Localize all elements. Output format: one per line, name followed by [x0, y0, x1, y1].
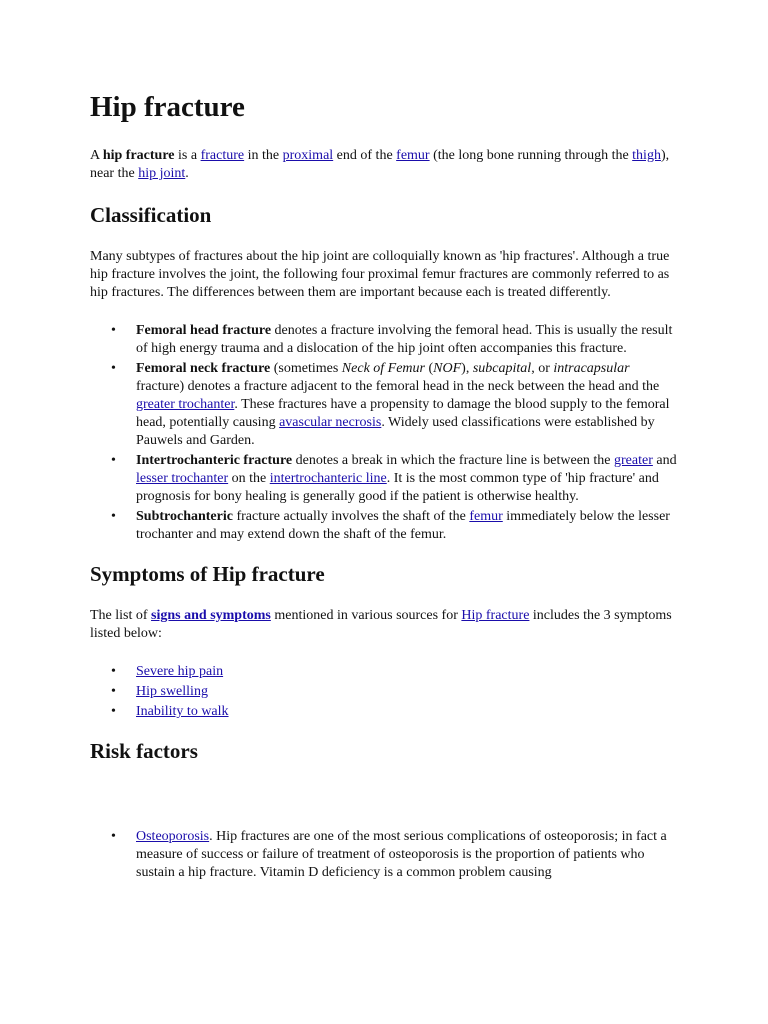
link-signs-and-symptoms[interactable]	[151, 608, 271, 623]
link-inability-to-walk[interactable]: Inability to walk	[136, 704, 229, 720]
intro-text: is a	[174, 147, 201, 163]
article-content	[90, 90, 680, 900]
intro-text: .	[185, 165, 189, 181]
link-hip-fracture[interactable]: Hip fracture	[461, 608, 530, 624]
list-item-femoral-head	[136, 322, 680, 358]
item-text: denotes a break in which the fracture line is between the	[292, 452, 615, 468]
list-item-subtrochanteric	[136, 508, 680, 544]
link-proximal[interactable]: proximal	[282, 147, 334, 163]
intro-text: in the	[244, 147, 283, 163]
classification-heading: Classification	[90, 202, 212, 227]
item-text: on the	[228, 470, 270, 486]
spacer	[90, 784, 680, 828]
link-hip-joint[interactable]: hip joint	[138, 165, 186, 181]
symptoms-text: includes the 3 symptoms listed below:	[90, 608, 672, 642]
item-italic: Neck of Femur	[341, 360, 425, 376]
link-fracture[interactable]: fracture	[200, 147, 245, 163]
intro-paragraph	[90, 147, 680, 183]
link-severe-hip-pain[interactable]: Severe hip pain	[136, 664, 224, 680]
item-text: , or	[531, 360, 554, 376]
item-text: fracture) denotes a fracture adjacent to the femoral head in the neck between the head and the	[136, 378, 660, 394]
item-text: (sometimes	[270, 360, 342, 376]
item-text: (	[425, 360, 434, 376]
page-title: Hip fracture	[90, 91, 245, 123]
term-intertrochanteric: Intertrochanteric fracture	[136, 452, 293, 468]
item-italic: subcapital	[472, 360, 532, 376]
item-text: fracture actually involves the shaft of the	[232, 508, 470, 524]
link-greater[interactable]: greater	[614, 452, 653, 468]
term-femoral-head: Femoral head fracture	[136, 322, 272, 338]
list-item-osteoporosis	[136, 828, 680, 882]
item-text: . Widely used classifications were established by Pauwels and Garden.	[136, 414, 655, 448]
symptoms-heading: Symptoms of Hip fracture	[90, 561, 325, 586]
item-italic: NOF	[433, 360, 462, 376]
link-thigh[interactable]: thigh	[632, 147, 661, 163]
link-signs-and-symptoms-label: signs and symptoms	[151, 608, 271, 624]
link-greater-trochanter[interactable]: greater trochanter	[136, 396, 235, 412]
risk-factors-list	[90, 828, 680, 882]
intro-bold-term: hip fracture	[102, 147, 175, 163]
classification-paragraph: Many subtypes of fractures about the hip joint are colloquially known as 'hip fractures'. Although a true hip fracture involves the joint, the following four proximal femur fractures are commonly referred to as hip fractures. The differences between them are important because each is treated differently.	[90, 248, 670, 300]
list-item	[136, 683, 680, 701]
item-text: denotes a fracture involving the femoral head. This is usually the result of high energy trauma and a dislocation of the hip joint often accompanies this fracture.	[136, 322, 673, 356]
term-femoral-neck: Femoral neck fracture	[136, 360, 271, 376]
term-subtrochanteric: Subtrochanteric	[136, 508, 233, 524]
symptoms-text: mentioned in various sources for	[270, 608, 462, 624]
link-femur[interactable]: femur	[396, 147, 430, 163]
intro-text: ), near the	[90, 147, 670, 181]
intro-text: end of the	[333, 147, 397, 163]
item-text: . These fractures have a propensity to damage the blood supply to the femoral head, potentially causing	[136, 396, 670, 430]
link-intertrochanteric-line[interactable]: intertrochanteric line	[269, 470, 387, 486]
item-text: . It is the most common type of 'hip fracture' and prognosis for bony healing is generally good if the patient is otherwise healthy.	[136, 470, 659, 504]
link-femur-shaft[interactable]: femur	[469, 508, 503, 524]
symptoms-paragraph	[90, 607, 680, 643]
symptoms-list	[90, 663, 680, 721]
item-text: immediately below the lesser trochanter and may extend down the shaft of the femur.	[136, 508, 670, 542]
classification-list	[90, 322, 680, 544]
intro-text: A	[90, 147, 103, 163]
link-avascular-necrosis[interactable]: avascular necrosis	[279, 414, 382, 430]
intro-text: (the long bone running through the	[429, 147, 633, 163]
link-hip-swelling[interactable]: Hip swelling	[136, 684, 208, 700]
item-text: . Hip fractures are one of the most serious complications of osteoporosis; in fact a measure of success or failure of treatment of osteoporosis is the proportion of patients who sustain a hip fracture. Vitamin D deficiency is a common problem causing	[136, 829, 667, 881]
link-osteoporosis[interactable]: Osteoporosis	[136, 829, 210, 845]
list-item-intertrochanteric	[136, 452, 680, 506]
list-item	[136, 703, 680, 721]
list-item-femoral-neck	[136, 360, 680, 450]
risk-factors-heading: Risk factors	[90, 739, 198, 764]
list-item	[136, 663, 680, 681]
link-lesser-trochanter[interactable]: lesser trochanter	[136, 470, 229, 486]
item-text: ),	[461, 360, 473, 376]
symptoms-text: The list of	[90, 608, 152, 624]
item-text: and	[652, 452, 677, 468]
item-italic: intracapsular	[553, 360, 630, 376]
